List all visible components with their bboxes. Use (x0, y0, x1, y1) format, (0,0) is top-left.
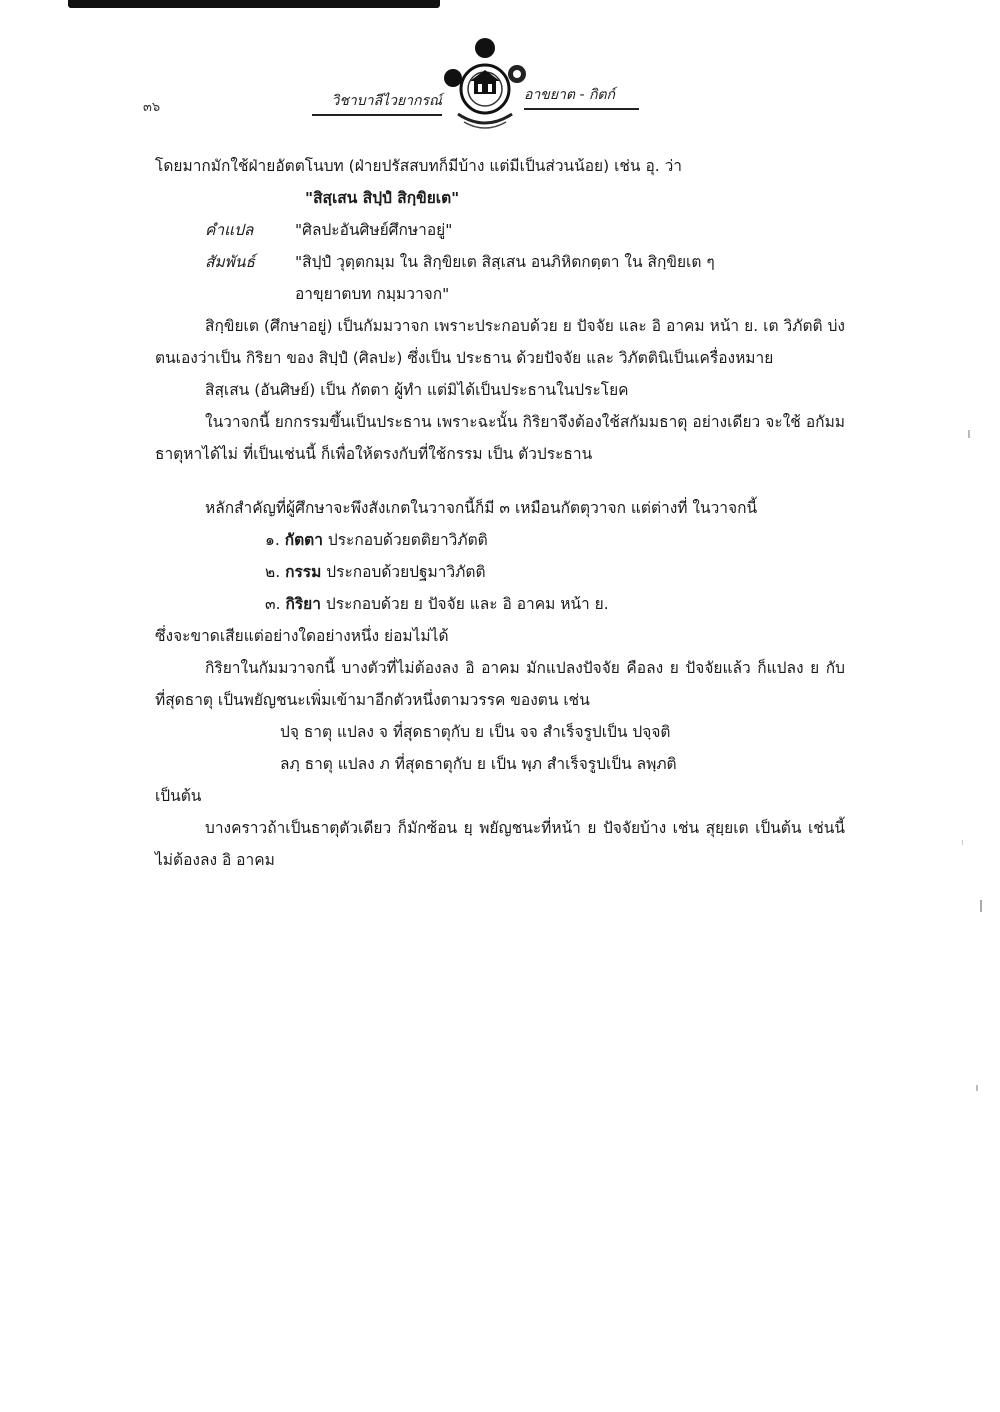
list-desc: ประกอบด้วยตติยาวิภัตติ (327, 531, 488, 549)
example-1: ปจฺ ธาตุ แปลง จ ที่สุดธาตุกับ ย เป็น จจ สำเร็จรูปเป็น ปจฺจติ (280, 723, 671, 741)
list-term: กิริยา (285, 595, 321, 613)
document-body (155, 150, 845, 876)
list-num: ๓. (265, 595, 281, 613)
paragraph-5: กิริยาในกัมมวาจกนี้ บางตัวที่ไม่ต้องลง อิ อาคม มักแปลงปัจจัย คือลง ย ปัจจัยแล้ว ก็แปลง ย กับที่สุดธาตุ เป็นพยัญชนะเพิ่มเข้ามาอีกตัวหนึ่งตามวรรค ของตน เช่น (155, 659, 845, 709)
translation-label: คำแปล (205, 221, 254, 239)
example-2: ลภฺ ธาตุ แปลง ภ ที่สุดธาตุกับ ย เป็น พฺภ สำเร็จรูปเป็น ลพฺภติ (280, 755, 677, 773)
example-pali: "สิสฺเสน สิปฺปํ สิกฺขิยเต" (305, 189, 460, 207)
scan-edge-mark (68, 0, 440, 8)
list-term: กัตตา (284, 531, 323, 549)
list-desc: ประกอบด้วย ย ปัจจัย และ อิ อาคม หน้า ย. (325, 595, 609, 613)
list-continuation: ซึ่งจะขาดเสียแต่อย่างใดอย่างหนึ่ง ย่อมไม่ได้ (155, 627, 449, 645)
list-num: ๑. (265, 531, 280, 549)
intro-line: โดยมากมักใช้ฝ่ายอัตตโนบท (ฝ่ายปรัสสบทก็มีบ้าง แต่มีเป็นส่วนน้อย) เช่น อุ. ว่า (155, 157, 683, 175)
paragraph-3: ในวาจกนี้ ยกกรรมขึ้นเป็นประธาน เพราะฉะนั้น กิริยาจึงต้องใช้สกัมมธาตุ อย่างเดียว จะใช้ อกัมมธาตุหาได้ไม่ ที่เป็นเช่นนี้ ก็เพื่อให้ตรงกับที่ใช้กรรม เป็น ตัวประธาน (155, 413, 845, 463)
scan-noise (940, 0, 1000, 1412)
list-item (155, 588, 845, 620)
list-num: ๒. (265, 563, 281, 581)
paragraph-6: บางคราวถ้าเป็นธาตุตัวเดียว ก็มักซ้อน ยฺ พยัญชนะที่หน้า ย ปัจจัยบ้าง เช่น สุยฺยเต เป็นต้น เช่นนี้ไม่ต้องลง อิ อาคม (155, 819, 845, 869)
relation-text-2: อาขฺยาตบท กมฺมวาจก" (295, 285, 450, 303)
page-header (0, 30, 1000, 140)
list-desc: ประกอบด้วยปฐมาวิภัตติ (326, 563, 486, 581)
page-number: ๓๖ (143, 100, 161, 115)
relation-row (155, 246, 845, 278)
header-right-title: อาขยาต - กิตก์ (524, 84, 639, 110)
dhamma-wheel-emblem-icon (440, 34, 530, 134)
list-item (155, 524, 845, 556)
relation-label: สัมพันธ์ (205, 253, 255, 271)
list-item (155, 556, 845, 588)
header-left-title: วิชาบาลีไวยากรณ์ (312, 90, 442, 116)
translation-row (155, 214, 845, 246)
paragraph-2: สิสฺเสน (อันศิษย์) เป็น กัตตา ผู้ทำ แต่มิได้เป็นประธานในประโยค (205, 381, 629, 399)
relation-text-1: "สิปฺปํ วุตฺตกมฺม ใน สิกฺขิยเต สิสฺเสน อนภิหิตกตฺตา ใน สิกฺขิยเต ๆ (295, 253, 715, 271)
example-end: เป็นต้น (155, 787, 202, 805)
list-term: กรรม (285, 563, 322, 581)
translation-text: "ศิลปะอันศิษย์ศึกษาอยู่" (295, 221, 453, 239)
paragraph-1: สิกฺขิยเต (ศึกษาอยู่) เป็นกัมมวาจก เพราะประกอบด้วย ย ปัจจัย และ อิ อาคม หน้า ย. เต วิภัตติ บ่งตนเองว่าเป็น กิริยา ของ สิปฺปํ (ศิลปะ) ซึ่งเป็น ประธาน ด้วยปัจจัย และ วิภัตตินิเป็นเครื่องหมาย (155, 317, 845, 367)
paragraph-4: หลักสำคัญที่ผู้ศึกษาจะพึงสังเกตในวาจกนี้ก็มี ๓ เหมือนกัตตุวาจก แต่ต่างที่ ในวาจกนี้ (205, 499, 758, 517)
